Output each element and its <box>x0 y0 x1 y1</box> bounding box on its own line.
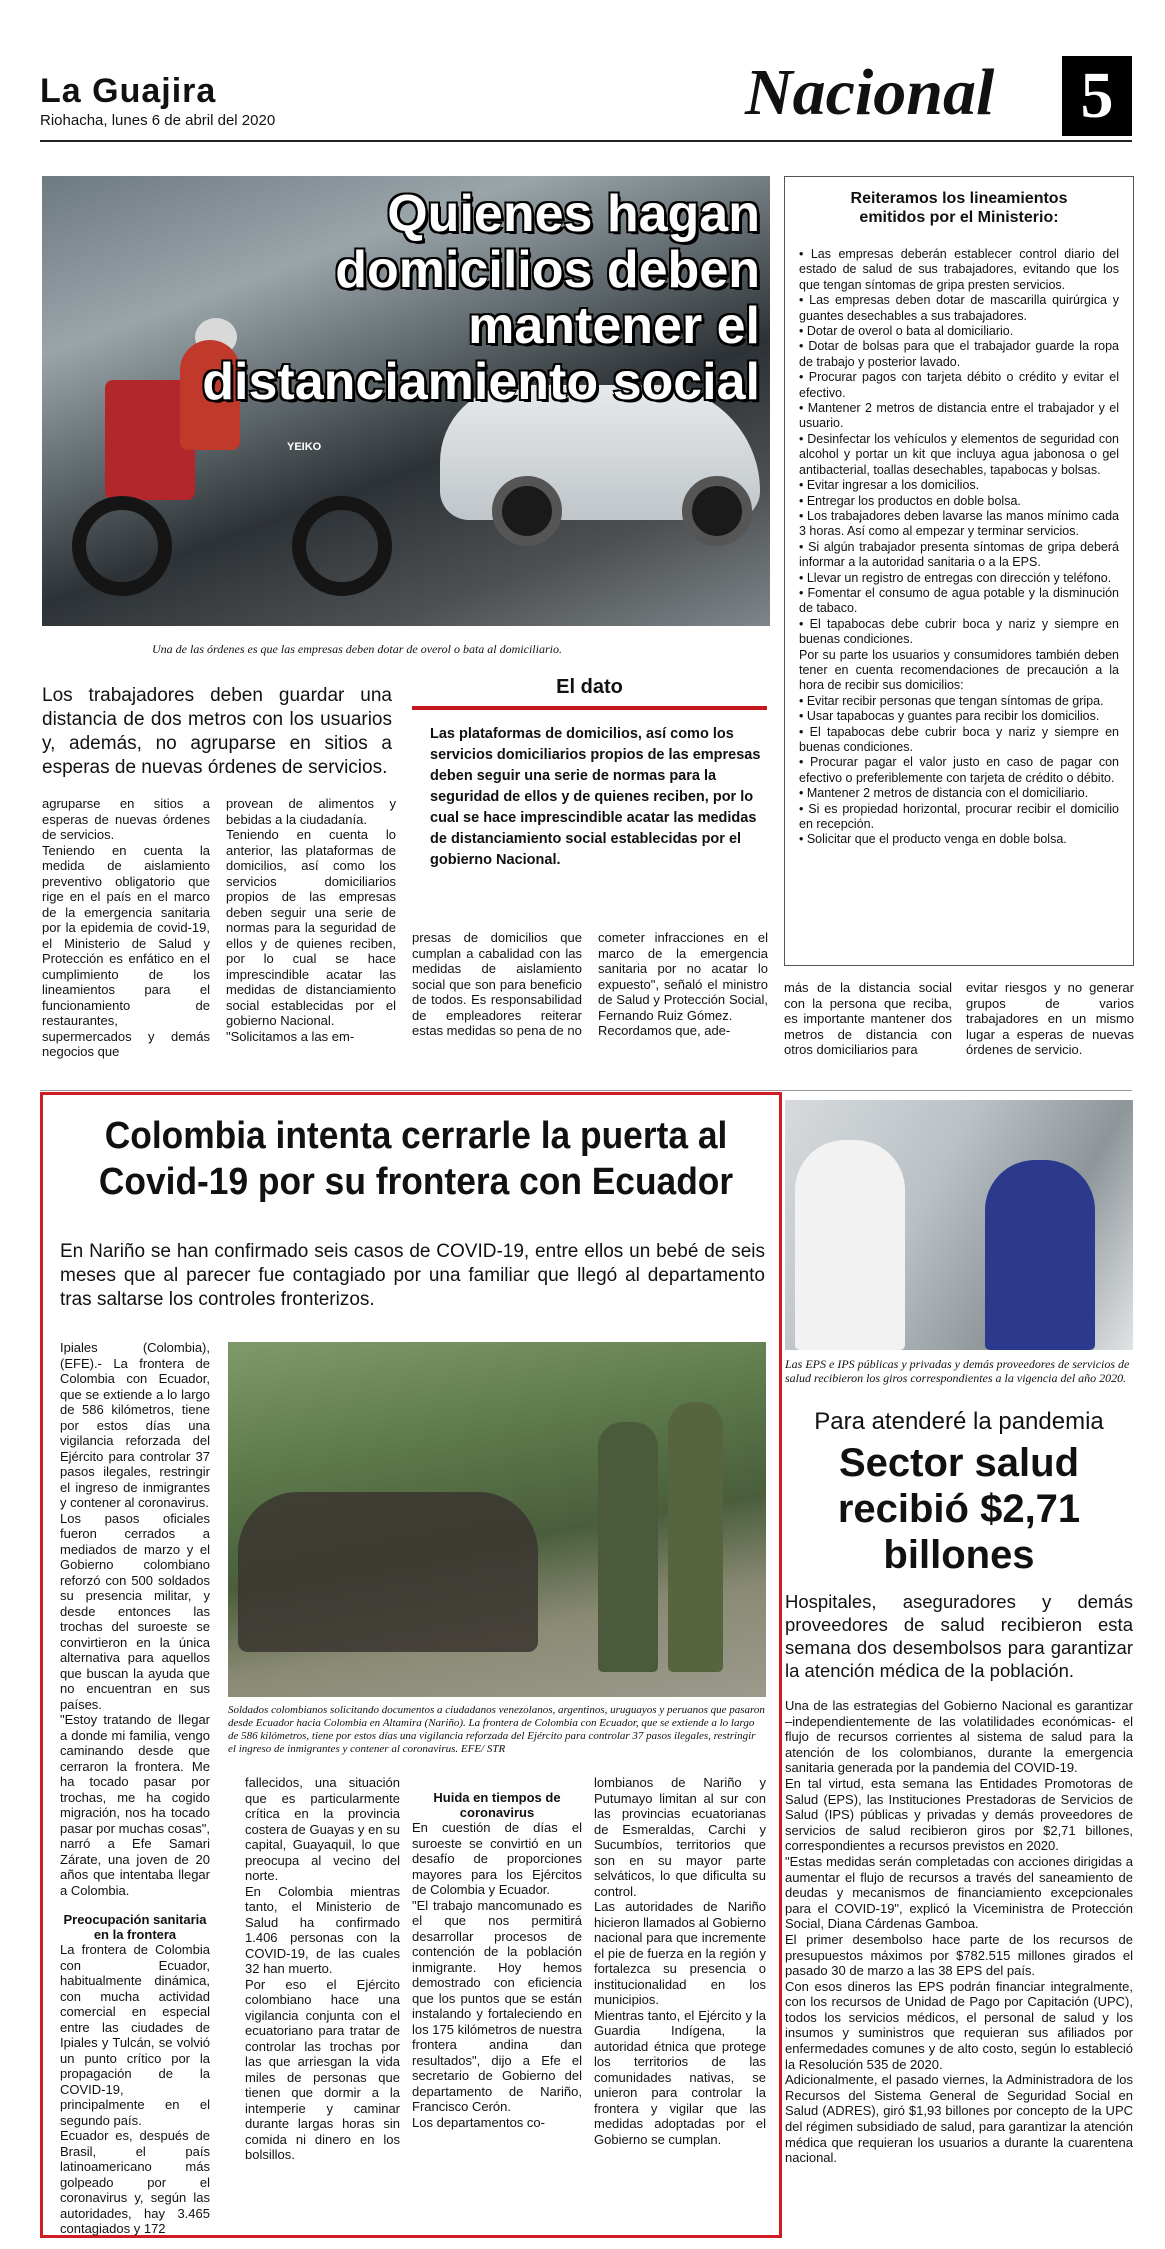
story3-kicker: Para atenderé la pandemia <box>814 1408 1104 1435</box>
story1-photo-caption: Una de las órdenes es que las empresas deben dotar de overol o bata al domiciliario. <box>152 642 562 656</box>
story2-column-3-text: En cuestión de días el suroeste se convirtió en un desafío de proporciones mayores para los Ejércitos de Colombia y Ecuador. "El trabajo mancomunado es el que nos permitirá desarrollar procesos de contención de la población inmigrante. Hoy hemos demostrado con eficiencia que los puntos que se están instalando y fortaleciendo en los 175 kilómetros de nuestra frontera andina dan resultados", dijo a Efe el secretario de Gobierno del departamento de Nariño, Francisco Cerón. Los departamentos co- <box>412 1820 582 2130</box>
soldier-shape <box>598 1422 658 1672</box>
dato-red-bar <box>412 706 767 710</box>
story1-column-5: más de la distancia social con la persona que reciba, es importante mantener dos metros de distancia con otros domiciliarios para <box>784 980 952 1057</box>
car-wheel <box>682 476 752 546</box>
story2-photo-caption: Soldados colombianos solicitando documentos a ciudadanos venezolanos, argentinos, uruguayos y peruanos que pasaron desde Ecuador hacia Colombia en Altamira (Nariño). La frontera de Colombia con Ecuador, que se extiende a lo largo de 586 kilómetros, tiene por estos días una vigilancia reforzada del Ejército para controlar 37 pasos ilegales, restringir el ingreso de inmigrantes y contener al coronavirus. EFE/ STR <box>228 1704 765 1755</box>
story2-headline: Colombia intenta cerrarle la puerta al Covid-19 por su frontera con Ecuador <box>98 1115 734 1203</box>
moto-wheel <box>292 496 392 596</box>
story2-column-1b-text: La frontera de Colombia con Ecuador, habitualmente dinámica, con mucha actividad comercial en especial entre las ciudades de Ipiales y Tulcán, se volvió un punto crítico por la propagación de la COVID-19, principalmente en el segundo país. Ecuador es, después de Brasil, el país latinoamericano más golpeado por el coronavirus y, según las autoridades, hay 3.465 contagiados y 172 <box>60 1942 210 2236</box>
story3-lead: Hospitales, aseguradores y demás proveedores de salud recibieron esta semana dos desembolsos para garantizar la atención médica de la población. <box>785 1591 1133 1681</box>
story3-photo-caption: Las EPS e IPS públicas y privadas y demás proveedores de servicios de salud recibieron los giros correspondientes a la vigencia del año 2020. <box>785 1357 1130 1385</box>
story1-column-1: agruparse en sitios a esperas de nuevas órdenes de servicios. Teniendo en cuenta la medida de aislamiento preventivo obligatorio que rige en el país en el marco de la emergencia sanitaria por la epidemia de covid-19, el Ministerio de Salud y Protección es enfático en el cumplimiento de los lineamientos para el funcionamiento de restaurantes, supermercados y demás negocios que <box>42 796 210 1059</box>
dato-text: Las plataformas de domicilios, así como los servicios domiciliarios propios de las empresas deben seguir una serie de normas para la seguridad de ellos y de quienes reciben, por lo cual se hace imprescindible acatar las medidas de distanciamiento social establecidas por el gobierno Nacional. <box>430 726 761 868</box>
moto-brand: YEIKO <box>287 441 322 453</box>
health-worker-photo <box>785 1100 1133 1350</box>
story1-column-2: provean de alimentos y bebidas a la ciudadanía. Teniendo en cuenta lo anterior, las plataformas de domicilios, así como los servicios domiciliarios propios de las empresas deben seguir una serie de normas para la seguridad de ellos y de quienes reciben, por lo cual se hace imprescindible acatar las medidas de distanciamiento social establecidas por el gobierno Nacional. "Solicitamos a las em- <box>226 796 396 1044</box>
story3-headline: Sector salud recibió $2,71 billones <box>837 1441 1081 1577</box>
story2-subhead-huida: Huida en tiempos de coronavirus <box>433 1790 561 1820</box>
masthead-rule <box>40 140 1132 142</box>
story2-column-1-text: Ipiales (Colombia), (EFE).- La frontera de Colombia con Ecuador, que se extiende a lo largo de 586 kilómetros, tiene por estos días una vigilancia reforzada del Ejército para controlar 37 pasos ilegales, restringir el ingreso de inmigrantes y contener al coronavirus. Los pasos oficiales fueron cerrados a mediados de marzo y el Gobierno colombiano reforzó con 500 soldados su presencia militar, y desde entonces las trochas del suroeste se convirtieron en la única alternativa para aquellos que buscan la ayuda que no encuentran en sus países. "Estoy tratando de llegar a donde mi familia, vengo caminando desde que cerraron la frontera. Me ha tocado pasar por trochas, me ha cogido migración, nos ha tocado pasar por muchas cosas", narró a Efe Samari Zárate, una joven de 20 años que intentaba llegar a Colombia. <box>60 1340 210 1898</box>
border-soldiers-photo <box>228 1342 766 1697</box>
page-number: 5 <box>1062 56 1132 136</box>
guidelines-text: • Las empresas deberán establecer control diario del estado de salud de sus trabajadores, evitando que los que tengan síntomas de gripa presten servicios. • Las empresas deben dotar de mascarilla quirúrgica y guantes desechables a sus trabajadores. • Dotar de overol o bata al domiciliario. • Dotar de bolsas para que el trabajador guarde la ropa de trabajo y posterior lavado. • Procurar pagos con tarjeta débito o crédito y evitar el efectivo. • Mantener 2 metros de distancia entre el trabajador y el usuario. • Desinfectar los vehículos y elementos de seguridad con alcohol y portar un kit que incluya agua jabonosa o gel antibacterial, toallas desechables, tapabocas y bolsas. • Evitar ingresar a los domicilios. • Entregar los productos en doble bolsa. • Los trabajadores deben lavarse las manos mínimo cada 3 horas. Así como al empezar y terminar servicios. • Si algún trabajador presenta síntomas de gripa deberá informar a la autoridad sanitaria o a la EPS. • Llevar un registro de entregas con dirección y teléfono. • Fomentar el consumo de agua potable y la disminución de tabaco. • El tapabocas debe cubrir boca y nariz y siempre en buenas condiciones. Por su parte los usuarios y consumidores también deben tener en cuenta recomendaciones de precaución a la hora de recibir sus domicilios: • Evitar recibir personas que tengan síntomas de gripa. • Usar tapabocas y guantes para recibir los domicilios. • El tapabocas debe cubrir boca y nariz y siempre en buenas condiciones. • Procurar pagar el valor justo en caso de pagar con efectivo o preferiblemente con tarjeta de crédito o débito. • Mantener 2 metros de distancia con el domiciliario. • Si es propiedad horizontal, procurar recibir el domicilio en recepción. • Solicitar que el producto venga en doble bolsa. <box>799 247 1119 847</box>
newspaper-name: La Guajira <box>40 72 217 110</box>
car-wheel <box>492 476 562 546</box>
story2-subhead-sanitary: Preocupación sanitaria en la frontera <box>63 1912 207 1942</box>
story1-column-4: cometer infracciones en el marco de la emergencia sanitaria por no acatar lo expuesto", señaló el ministro de Salud y Protección Social, Fernando Ruiz Gómez. Recordamos que, ade- <box>598 930 768 1038</box>
story1-lead: Los trabajadores deben guardar una distancia de dos metros con los usuarios y, además, no agruparse en sitios a esperas de nuevas órdenes de servicios. <box>42 685 392 778</box>
doctor-shape <box>795 1140 905 1350</box>
ministry-guidelines-box <box>784 176 1134 966</box>
guidelines-title: Reiteramos los lineamientos emitidos por el Ministerio: <box>850 190 1068 226</box>
story2-column-1 <box>60 1340 210 2237</box>
story1-column-6: evitar riesgos y no generar grupos de varios trabajadores en un mismo lugar a esperas de nuevas órdenes de servicio. <box>966 980 1134 1057</box>
story3-body: Una de las estrategias del Gobierno Nacional es garantizar –independientemente de las volatilidades económicas- el flujo de recursos corrientes al sistema de salud para la atención de los colombianos, durante la emergencia sanitaria generada por la pandemia del COVID-19. En tal virtud, esta semana las Entidades Promotoras de Salud (EPS), las Instituciones Prestadoras de Servicios de Salud (IPS) públicas y privadas y demás proveedores de servicios de salud recibieron giros por $2,71 billones, correspondientes a recursos previstos en 2020. "Estas medidas serán completadas con acciones dirigidas a aumentar el flujo de recursos a través del saneamiento de deudas y mecanismos de financiamiento excepcionales para el COVID-19", explicó la Viceministra de Protección Social, Diana Cárdenas Gamboa. El primer desembolso hace parte de los recursos de presupuestos máximos por $782.515 millones girados el pasado 30 de marzo a las 38 EPS del país. Con esos dineros las EPS podrán financiar integralmente, con los recursos de Unidad de Pago por Capitación (UPC), todos los servicios médicos, el personal de salud y los insumos y suministros que requieran sus afiliados por enfermedades comunes y de alto costo, según lo estableció la Resolución 535 de 2020. Adicionalmente, el pasado viernes, la Administradora de los Recursos del Sistema General de Seguridad Social en Salud (ADRES), giró $1,93 billones por concepto de la UPC del régimen subsidiado de salud, para garantizar la atención médica que requieran los usuarios a durante la cuarentena nacional. <box>785 1698 1133 2166</box>
moto-wheel <box>72 496 172 596</box>
patient-shape <box>985 1160 1095 1350</box>
section-separator <box>40 1090 1132 1091</box>
story2-column-4: lombianos de Nariño y Putumayo limitan al sur con las provincias ecuatorianas de Esmeraldas, Carchi y Sucumbíos, territorios que son en su mayor parte selváticos, lo que dificulta su control. Las autoridades de Nariño hicieron llamados al Gobierno nacional para que incremente el pie de fuerza en la región y fortalezca su presencia o institucionalidad en los municipios. Mientras tanto, el Ejército y la Guardia Indígena, la autoridad étnica que protege los territorios de las comunidades nativas, se unieron para controlar la frontera y vigilar que las medidas adoptadas por el Gobierno se cumplan. <box>594 1775 766 2147</box>
story1-headline: Quienes hagan domicilios deben mantener el distanciamiento social <box>202 185 760 411</box>
story2-lead: En Nariño se han confirmado seis casos de COVID-19, entre ellos un bebé de seis meses que al parecer fue contagiado por una familiar que llegó al departamento tras saltarse los controles fronterizos. <box>60 1241 765 1310</box>
migrants-group-shape <box>238 1492 538 1652</box>
soldier-shape <box>668 1402 723 1672</box>
story2-column-2: fallecidos, una situación que es particularmente crítica en la provincia costera de Guayas y en su capital, Guayaquil, lo que preocupa al vecino del norte. En Colombia mientras tanto, el Ministerio de Salud ha confirmado 1.406 personas con la COVID-19, de las cuales 32 han muerto. Por eso el Ejército colombiano hace una vigilancia conjunta con el ecuatoriano para tratar de controlar las trochas por las que arriesgan la vida miles de personas que tienen que dormir a la intemperie y caminar durante largas horas sin comida ni dinero en los bolsillos. <box>245 1775 400 2162</box>
issue-date: Riohacha, lunes 6 de abril del 2020 <box>40 112 276 129</box>
story1-column-3: presas de domicilios que cumplan a cabalidad con las medidas de aislamiento social que son para beneficio de todos. Es responsabilidad de empleadores reiterar estas medidas so pena de no <box>412 930 582 1038</box>
dato-title: El dato <box>556 676 623 698</box>
story2-column-3 <box>412 1790 582 2130</box>
section-title: Nacional <box>745 56 995 129</box>
